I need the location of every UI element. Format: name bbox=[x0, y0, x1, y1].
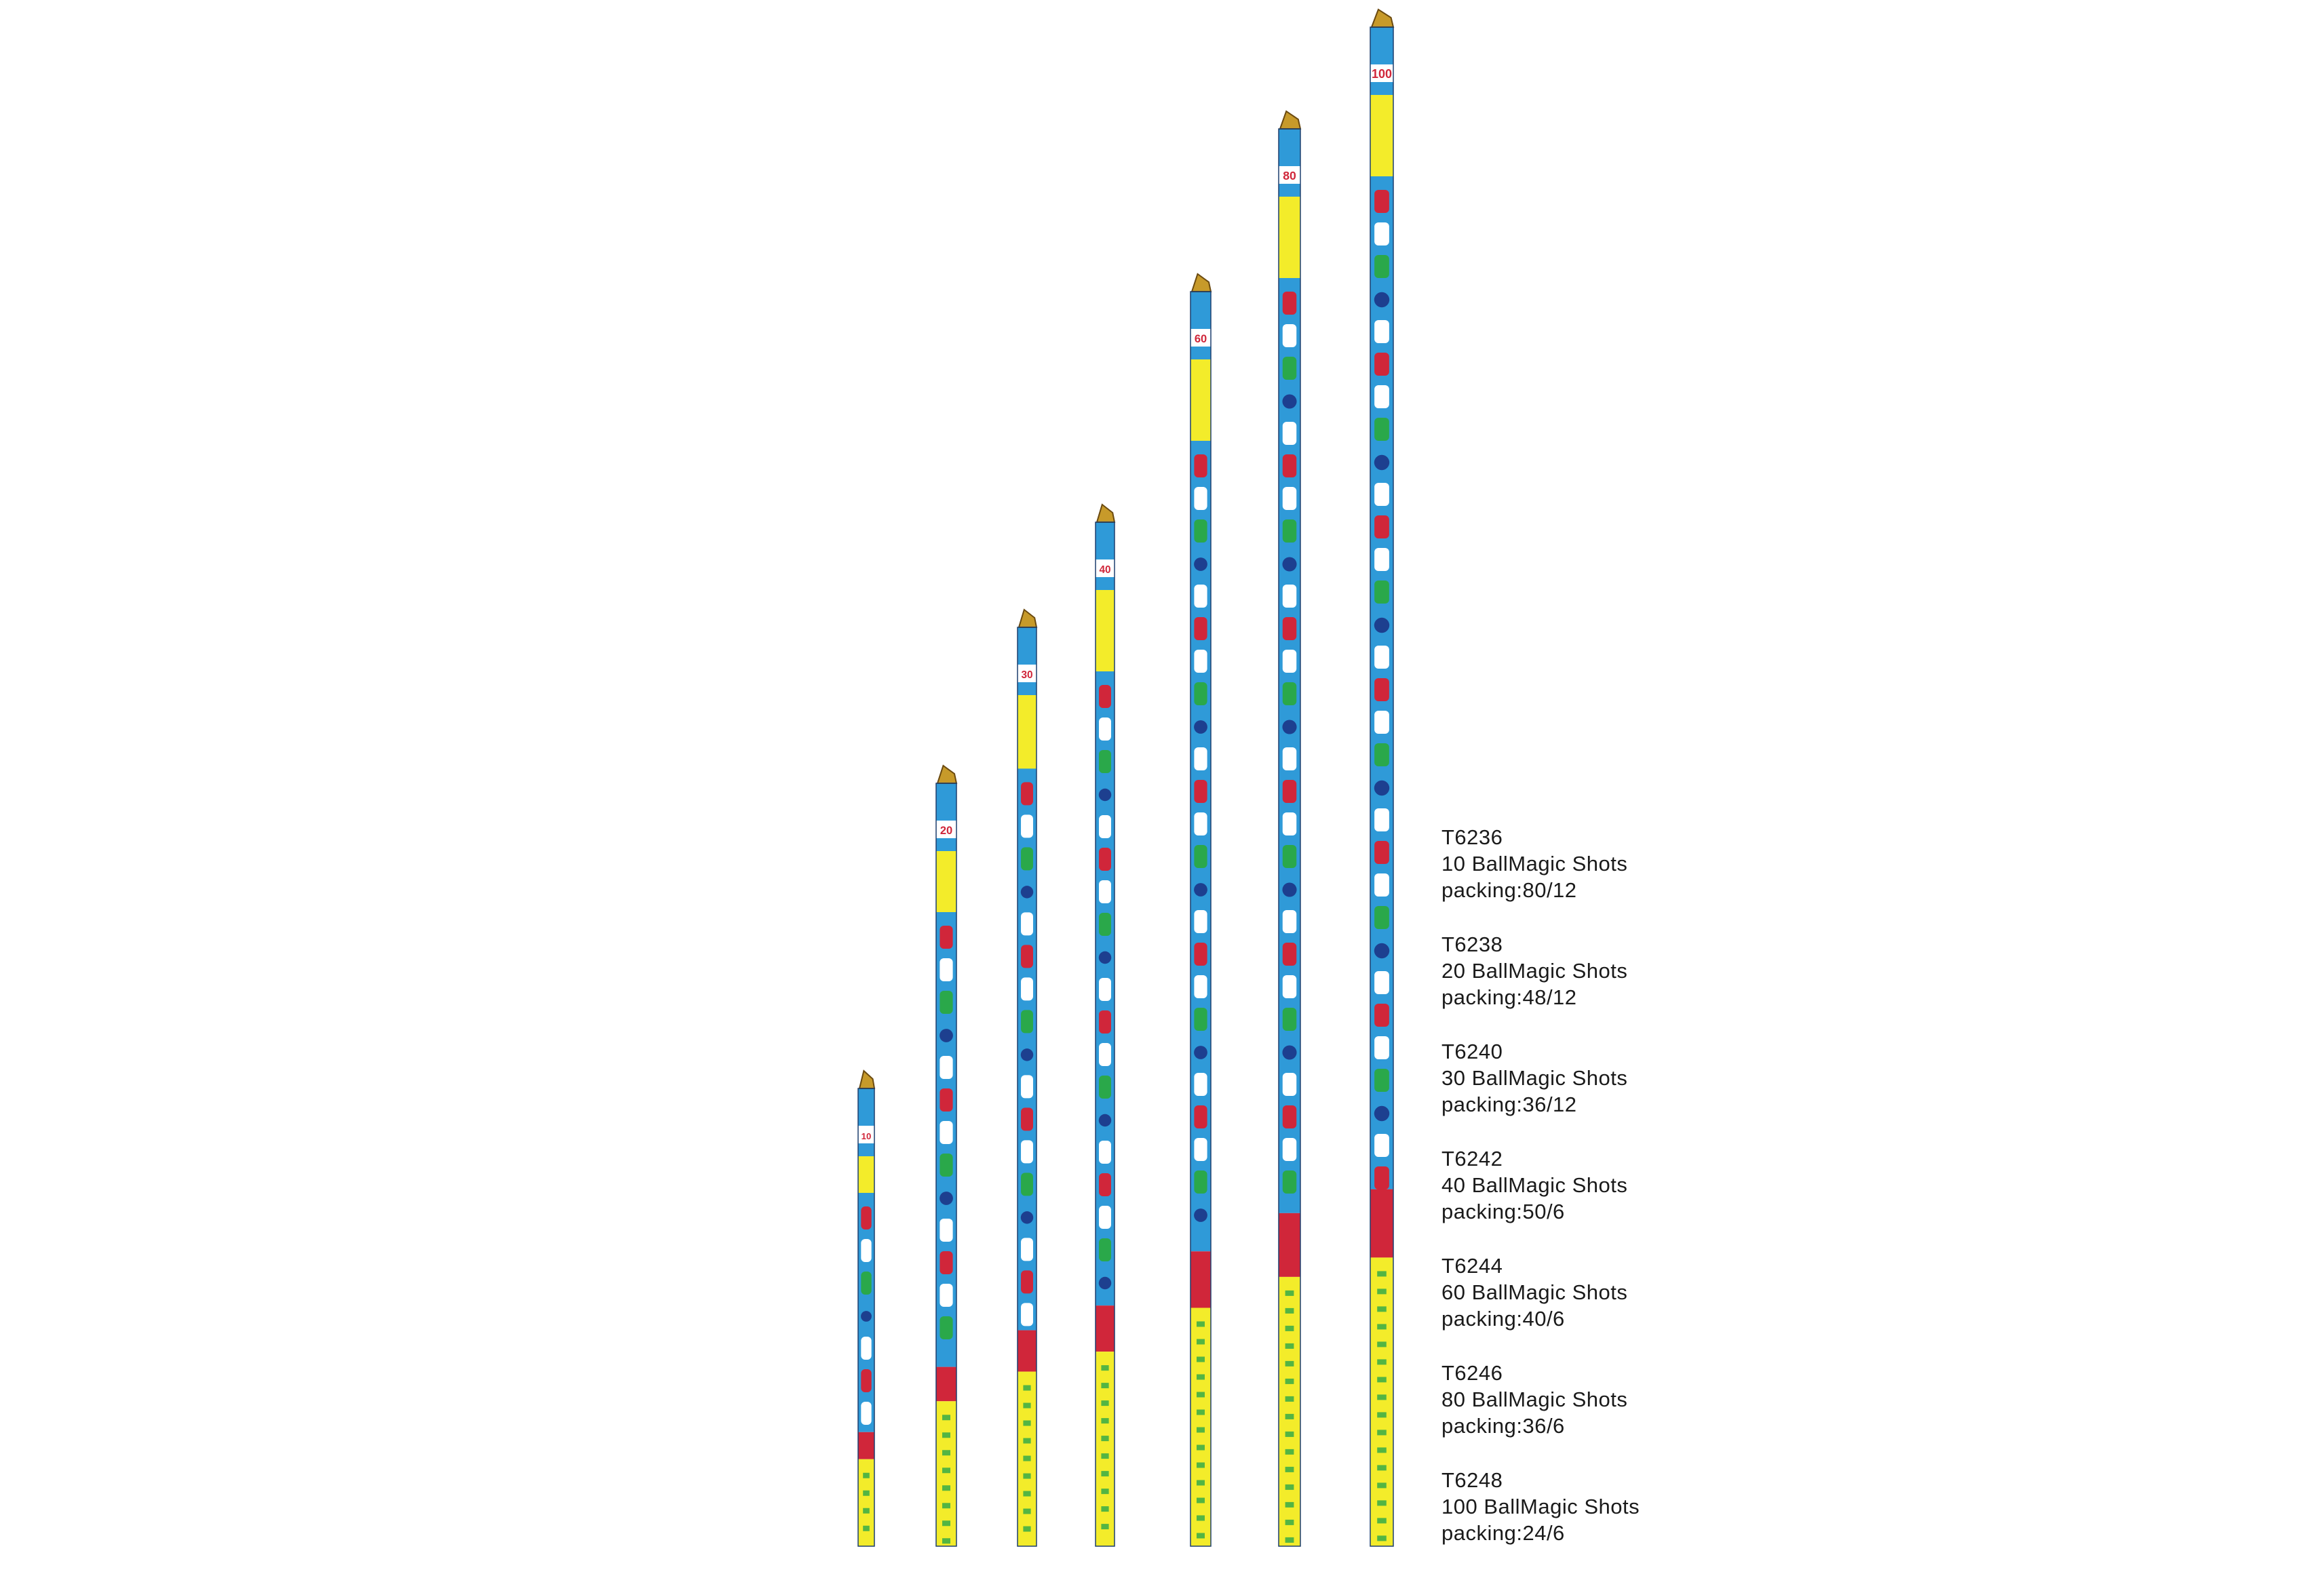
base-pattern-mark bbox=[1377, 1394, 1387, 1400]
base-pattern-mark bbox=[1285, 1520, 1294, 1525]
pattern-mark bbox=[1021, 1303, 1033, 1326]
pattern-ball bbox=[1374, 455, 1389, 470]
pattern-ball bbox=[861, 1311, 872, 1322]
pattern-mark bbox=[1099, 1043, 1111, 1066]
product-packing: packing:36/6 bbox=[1441, 1414, 1565, 1438]
pattern-mark bbox=[1099, 1238, 1111, 1261]
pattern-mark bbox=[1283, 1008, 1296, 1031]
pattern-mark bbox=[1194, 1105, 1207, 1128]
tube-brand-label bbox=[1096, 590, 1115, 671]
fuse-tip bbox=[1097, 505, 1115, 522]
pattern-mark bbox=[1194, 1138, 1207, 1161]
product-code: T6244 bbox=[1441, 1254, 1503, 1278]
base-pattern-mark bbox=[1197, 1463, 1205, 1468]
pattern-ball bbox=[1374, 943, 1389, 958]
pattern-mark bbox=[1283, 292, 1296, 315]
pattern-mark bbox=[940, 926, 952, 949]
pattern-mark bbox=[1283, 812, 1296, 835]
base-pattern-mark bbox=[1023, 1474, 1030, 1479]
base-pattern-mark bbox=[1197, 1322, 1205, 1327]
product-name: 10 BallMagic Shots bbox=[1441, 852, 1628, 875]
pattern-mark bbox=[1021, 1107, 1033, 1130]
firework-tube bbox=[1190, 274, 1211, 1546]
base-pattern-mark bbox=[1285, 1484, 1294, 1490]
pattern-mark bbox=[940, 1056, 952, 1079]
pattern-mark bbox=[940, 958, 952, 981]
pattern-ball bbox=[1282, 394, 1296, 408]
pattern-mark bbox=[1374, 1036, 1389, 1059]
product-name: 40 BallMagic Shots bbox=[1441, 1173, 1628, 1197]
pattern-ball bbox=[1099, 1114, 1111, 1126]
pattern-mark bbox=[1374, 190, 1389, 213]
base-pattern-mark bbox=[1101, 1471, 1108, 1476]
base-pattern-mark bbox=[942, 1468, 950, 1473]
product-entry-t6236 bbox=[1441, 824, 1821, 931]
pattern-mark bbox=[1021, 1140, 1033, 1163]
tube-yellow-base bbox=[858, 1459, 874, 1546]
tube-brand-label bbox=[1279, 197, 1300, 278]
pattern-mark bbox=[1194, 1008, 1207, 1031]
pattern-ball bbox=[1099, 789, 1111, 801]
pattern-mark bbox=[1374, 255, 1389, 278]
base-pattern-mark bbox=[1377, 1377, 1387, 1382]
pattern-mark bbox=[1194, 519, 1207, 543]
base-pattern-mark bbox=[1023, 1438, 1030, 1444]
tube-label: 30 bbox=[1021, 669, 1033, 681]
base-pattern-mark bbox=[942, 1485, 950, 1491]
product-name: 80 BallMagic Shots bbox=[1441, 1388, 1628, 1411]
firework-tube bbox=[1018, 610, 1037, 1546]
pattern-mark bbox=[1099, 913, 1111, 936]
pattern-mark bbox=[1374, 320, 1389, 343]
base-pattern-mark bbox=[1285, 1449, 1294, 1455]
base-pattern-mark bbox=[1197, 1339, 1205, 1345]
pattern-mark bbox=[1099, 880, 1111, 903]
pattern-ball bbox=[1021, 1211, 1033, 1223]
tube-red-band bbox=[1018, 1331, 1037, 1372]
pattern-mark bbox=[1283, 1105, 1296, 1128]
tube-red-band bbox=[1096, 1305, 1115, 1352]
product-packing: packing:48/12 bbox=[1441, 985, 1577, 1009]
pattern-ball bbox=[1282, 720, 1296, 734]
product-entry-t6244 bbox=[1441, 1253, 1821, 1360]
pattern-ball bbox=[1282, 557, 1296, 571]
product-packing: packing:24/6 bbox=[1441, 1521, 1565, 1545]
base-pattern-mark bbox=[1285, 1326, 1294, 1331]
base-pattern-mark bbox=[1197, 1498, 1205, 1503]
base-pattern-mark bbox=[1377, 1430, 1387, 1435]
pattern-mark bbox=[1374, 353, 1389, 376]
pattern-mark bbox=[940, 1284, 952, 1307]
base-pattern-mark bbox=[1285, 1537, 1294, 1543]
pattern-mark bbox=[1099, 1010, 1111, 1034]
pattern-mark bbox=[1283, 357, 1296, 380]
pattern-mark bbox=[1021, 814, 1033, 838]
base-pattern-mark bbox=[1285, 1308, 1294, 1314]
pattern-mark bbox=[1374, 483, 1389, 506]
pattern-mark bbox=[1374, 743, 1389, 766]
pattern-ball bbox=[1374, 781, 1389, 795]
pattern-mark bbox=[1283, 324, 1296, 347]
base-pattern-mark bbox=[1377, 1288, 1387, 1294]
pattern-mark bbox=[1099, 717, 1111, 741]
base-pattern-mark bbox=[942, 1415, 950, 1420]
pattern-mark bbox=[1283, 780, 1296, 803]
base-pattern-mark bbox=[1197, 1357, 1205, 1362]
tube-red-band bbox=[1190, 1251, 1211, 1307]
base-pattern-mark bbox=[1377, 1447, 1387, 1453]
product-code: T6242 bbox=[1441, 1147, 1503, 1170]
pattern-mark bbox=[1283, 910, 1296, 933]
tube-yellow-base bbox=[1096, 1352, 1115, 1546]
tube-label: 40 bbox=[1099, 564, 1111, 576]
product-entry-t6248 bbox=[1441, 1467, 1821, 1574]
pattern-mark bbox=[1194, 1073, 1207, 1096]
base-pattern-mark bbox=[1377, 1324, 1387, 1329]
product-name: 30 BallMagic Shots bbox=[1441, 1066, 1628, 1090]
base-pattern-mark bbox=[942, 1520, 950, 1526]
base-pattern-mark bbox=[942, 1503, 950, 1508]
tube-red-band bbox=[936, 1367, 956, 1402]
pattern-mark bbox=[861, 1272, 871, 1295]
pattern-mark bbox=[861, 1239, 871, 1262]
pattern-mark bbox=[1374, 385, 1389, 408]
product-code: T6248 bbox=[1441, 1468, 1503, 1492]
pattern-ball bbox=[1194, 1208, 1207, 1222]
pattern-mark bbox=[1374, 222, 1389, 245]
tube-red-band bbox=[1279, 1213, 1300, 1277]
base-pattern-mark bbox=[1377, 1465, 1387, 1470]
base-pattern-mark bbox=[863, 1508, 870, 1514]
base-pattern-mark bbox=[863, 1526, 870, 1531]
tube-label: 10 bbox=[861, 1131, 872, 1141]
pattern-mark bbox=[1194, 812, 1207, 835]
base-pattern-mark bbox=[1023, 1491, 1030, 1497]
fuse-tip bbox=[1280, 111, 1300, 129]
base-pattern-mark bbox=[1377, 1341, 1387, 1347]
pattern-mark bbox=[861, 1206, 871, 1229]
pattern-mark bbox=[1283, 617, 1296, 640]
pattern-mark bbox=[1099, 1076, 1111, 1099]
base-pattern-mark bbox=[863, 1473, 870, 1478]
product-list bbox=[1441, 824, 1821, 1574]
base-pattern-mark bbox=[1197, 1533, 1205, 1539]
base-pattern-mark bbox=[1285, 1502, 1294, 1508]
pattern-mark bbox=[1374, 548, 1389, 571]
pattern-mark bbox=[1374, 515, 1389, 538]
pattern-mark bbox=[1194, 1170, 1207, 1194]
base-pattern-mark bbox=[1023, 1421, 1030, 1426]
base-pattern-mark bbox=[1377, 1271, 1387, 1276]
fuse-tip bbox=[937, 766, 956, 783]
pattern-mark bbox=[1283, 1073, 1296, 1096]
base-pattern-mark bbox=[1285, 1379, 1294, 1384]
pattern-mark bbox=[940, 1251, 952, 1274]
pattern-mark bbox=[861, 1337, 871, 1360]
pattern-ball bbox=[1282, 1045, 1296, 1059]
pattern-mark bbox=[1021, 1010, 1033, 1033]
pattern-mark bbox=[940, 991, 952, 1014]
product-code: T6240 bbox=[1441, 1040, 1503, 1063]
pattern-mark bbox=[1021, 1270, 1033, 1293]
pattern-mark bbox=[1374, 873, 1389, 897]
pattern-mark bbox=[940, 1154, 952, 1177]
base-pattern-mark bbox=[1197, 1516, 1205, 1521]
product-entry-t6242 bbox=[1441, 1145, 1821, 1253]
pattern-ball bbox=[1374, 618, 1389, 633]
base-pattern-mark bbox=[1101, 1365, 1108, 1371]
pattern-mark bbox=[940, 1219, 952, 1242]
product-name: 100 BallMagic Shots bbox=[1441, 1495, 1640, 1518]
pattern-mark bbox=[1283, 422, 1296, 445]
pattern-ball bbox=[1374, 1106, 1389, 1121]
pattern-ball bbox=[1194, 557, 1207, 571]
base-pattern-mark bbox=[1377, 1482, 1387, 1488]
pattern-mark bbox=[1283, 845, 1296, 868]
firework-tube bbox=[936, 766, 956, 1546]
base-pattern-mark bbox=[1101, 1506, 1108, 1512]
product-name: 20 BallMagic Shots bbox=[1441, 959, 1628, 983]
base-pattern-mark bbox=[1101, 1489, 1108, 1494]
pattern-mark bbox=[1374, 646, 1389, 669]
base-pattern-mark bbox=[1101, 1383, 1108, 1388]
product-packing: packing:40/6 bbox=[1441, 1307, 1565, 1331]
pattern-mark bbox=[1194, 682, 1207, 705]
pattern-mark bbox=[1283, 975, 1296, 998]
base-pattern-mark bbox=[1285, 1396, 1294, 1402]
product-entry-t6238 bbox=[1441, 931, 1821, 1038]
pattern-mark bbox=[1283, 454, 1296, 477]
product-packing: packing:80/12 bbox=[1441, 878, 1577, 902]
pattern-mark bbox=[1021, 1075, 1033, 1098]
pattern-ball bbox=[1194, 883, 1207, 897]
pattern-mark bbox=[1194, 617, 1207, 640]
tube-label: 60 bbox=[1194, 333, 1207, 345]
pattern-mark bbox=[1021, 977, 1033, 1000]
pattern-mark bbox=[1021, 912, 1033, 935]
pattern-ball bbox=[940, 1029, 953, 1042]
base-pattern-mark bbox=[1377, 1518, 1387, 1523]
base-pattern-mark bbox=[1197, 1392, 1205, 1398]
firework-tube bbox=[1279, 111, 1300, 1546]
pattern-mark bbox=[861, 1402, 871, 1425]
pattern-mark bbox=[1099, 685, 1111, 708]
pattern-mark bbox=[1374, 1166, 1389, 1189]
pattern-ball bbox=[1282, 882, 1296, 897]
base-pattern-mark bbox=[1377, 1500, 1387, 1506]
product-code: T6246 bbox=[1441, 1361, 1503, 1385]
base-pattern-mark bbox=[1377, 1359, 1387, 1364]
base-pattern-mark bbox=[1197, 1410, 1205, 1415]
fuse-tip bbox=[1372, 9, 1393, 27]
pattern-ball bbox=[1099, 1277, 1111, 1289]
product-name: 60 BallMagic Shots bbox=[1441, 1280, 1628, 1304]
pattern-mark bbox=[1194, 585, 1207, 608]
pattern-mark bbox=[1374, 1069, 1389, 1092]
pattern-mark bbox=[1099, 815, 1111, 838]
base-pattern-mark bbox=[1023, 1385, 1030, 1391]
pattern-mark bbox=[1283, 1138, 1296, 1161]
tube-brand-label bbox=[858, 1156, 874, 1193]
tube-brand-label bbox=[1370, 95, 1393, 176]
pattern-mark bbox=[1194, 780, 1207, 803]
pattern-ball bbox=[1021, 1048, 1033, 1061]
pattern-mark bbox=[1021, 1238, 1033, 1261]
base-pattern-mark bbox=[1285, 1414, 1294, 1419]
pattern-mark bbox=[1283, 487, 1296, 510]
product-entry-t6240 bbox=[1441, 1038, 1821, 1145]
tube-red-band bbox=[858, 1432, 874, 1459]
pattern-mark bbox=[1021, 782, 1033, 805]
tube-label: 20 bbox=[940, 825, 953, 837]
base-pattern-mark bbox=[1101, 1400, 1108, 1406]
fuse-tip bbox=[1192, 274, 1211, 292]
pattern-mark bbox=[1283, 519, 1296, 543]
pattern-mark bbox=[1194, 845, 1207, 868]
base-pattern-mark bbox=[1377, 1306, 1387, 1312]
firework-tube bbox=[1096, 505, 1115, 1546]
base-pattern-mark bbox=[1101, 1453, 1108, 1459]
base-pattern-mark bbox=[1377, 1412, 1387, 1417]
base-pattern-mark bbox=[1197, 1375, 1205, 1380]
pattern-mark bbox=[1021, 1173, 1033, 1196]
pattern-mark bbox=[1194, 747, 1207, 770]
base-pattern-mark bbox=[942, 1538, 950, 1543]
pattern-mark bbox=[1374, 581, 1389, 604]
tube-label: 100 bbox=[1371, 67, 1393, 81]
fuse-tip bbox=[1019, 610, 1037, 627]
base-pattern-mark bbox=[942, 1450, 950, 1455]
pattern-mark bbox=[1374, 418, 1389, 441]
pattern-mark bbox=[861, 1369, 871, 1392]
pattern-mark bbox=[1194, 454, 1207, 477]
product-entry-t6246 bbox=[1441, 1360, 1821, 1467]
pattern-mark bbox=[1374, 678, 1389, 701]
base-pattern-mark bbox=[1197, 1480, 1205, 1486]
pattern-ball bbox=[940, 1192, 953, 1205]
base-pattern-mark bbox=[1285, 1361, 1294, 1366]
pattern-mark bbox=[1374, 841, 1389, 864]
base-pattern-mark bbox=[1023, 1456, 1030, 1461]
pattern-mark bbox=[1283, 1170, 1296, 1194]
base-pattern-mark bbox=[1197, 1428, 1205, 1433]
base-pattern-mark bbox=[1285, 1291, 1294, 1296]
pattern-mark bbox=[1374, 1004, 1389, 1027]
pattern-mark bbox=[1194, 487, 1207, 510]
pattern-mark bbox=[1374, 906, 1389, 929]
pattern-mark bbox=[1374, 711, 1389, 734]
pattern-mark bbox=[1194, 975, 1207, 998]
pattern-mark bbox=[940, 1121, 952, 1144]
pattern-ball bbox=[1021, 886, 1033, 898]
firework-tube bbox=[858, 1071, 874, 1546]
pattern-mark bbox=[1099, 1141, 1111, 1164]
firework-tube bbox=[1370, 9, 1393, 1546]
base-pattern-mark bbox=[863, 1491, 870, 1496]
product-code: T6236 bbox=[1441, 825, 1503, 849]
pattern-mark bbox=[1374, 971, 1389, 994]
pattern-mark bbox=[1283, 682, 1296, 705]
pattern-mark bbox=[1283, 650, 1296, 673]
pattern-mark bbox=[1194, 910, 1207, 933]
base-pattern-mark bbox=[1285, 1343, 1294, 1349]
pattern-mark bbox=[940, 1088, 952, 1111]
tube-brand-label bbox=[936, 851, 956, 912]
tube-brand-label bbox=[1018, 695, 1037, 768]
base-pattern-mark bbox=[1285, 1467, 1294, 1472]
pattern-mark bbox=[1283, 585, 1296, 608]
base-pattern-mark bbox=[1101, 1524, 1108, 1529]
base-pattern-mark bbox=[1023, 1527, 1030, 1532]
pattern-mark bbox=[1283, 747, 1296, 770]
product-code: T6238 bbox=[1441, 932, 1503, 956]
pattern-mark bbox=[1374, 1134, 1389, 1157]
pattern-mark bbox=[1099, 848, 1111, 871]
tube-red-band bbox=[1370, 1189, 1393, 1258]
pattern-ball bbox=[1194, 1046, 1207, 1059]
pattern-mark bbox=[1099, 1206, 1111, 1229]
pattern-mark bbox=[1374, 808, 1389, 831]
pattern-mark bbox=[1099, 1173, 1111, 1196]
pattern-ball bbox=[1099, 951, 1111, 964]
product-packing: packing:36/12 bbox=[1441, 1093, 1577, 1116]
pattern-mark bbox=[1021, 945, 1033, 968]
tube-brand-label bbox=[1190, 359, 1211, 441]
product-packing: packing:50/6 bbox=[1441, 1200, 1565, 1223]
base-pattern-mark bbox=[1101, 1436, 1108, 1441]
pattern-mark bbox=[1283, 943, 1296, 966]
fuse-tip bbox=[859, 1071, 874, 1088]
pattern-mark bbox=[940, 1316, 952, 1339]
base-pattern-mark bbox=[1377, 1535, 1387, 1541]
base-pattern-mark bbox=[1285, 1432, 1294, 1437]
pattern-mark bbox=[1099, 978, 1111, 1001]
base-pattern-mark bbox=[1023, 1403, 1030, 1409]
pattern-mark bbox=[1099, 750, 1111, 773]
pattern-mark bbox=[1194, 650, 1207, 673]
tube-label: 80 bbox=[1283, 169, 1296, 182]
base-pattern-mark bbox=[1197, 1445, 1205, 1451]
base-pattern-mark bbox=[1023, 1509, 1030, 1514]
pattern-mark bbox=[1194, 943, 1207, 966]
base-pattern-mark bbox=[942, 1432, 950, 1438]
base-pattern-mark bbox=[1101, 1418, 1108, 1423]
pattern-mark bbox=[1021, 847, 1033, 870]
pattern-ball bbox=[1374, 292, 1389, 307]
pattern-ball bbox=[1194, 720, 1207, 734]
